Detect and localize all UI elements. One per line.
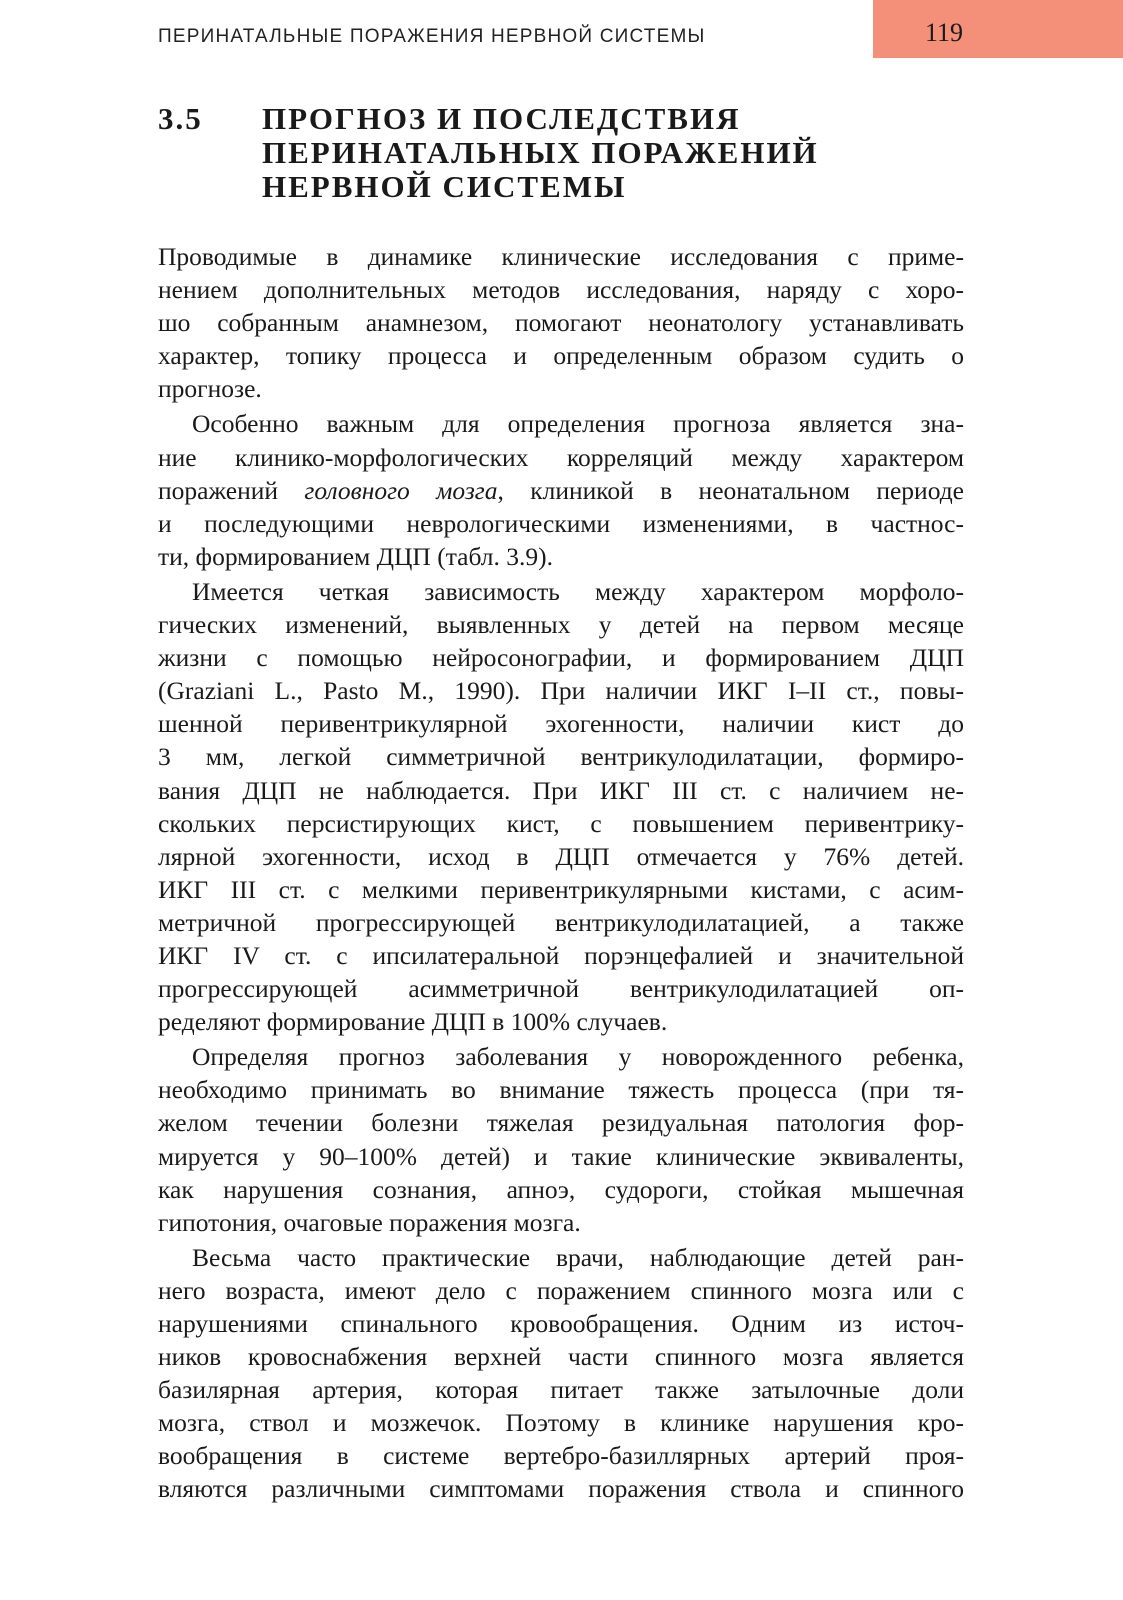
text-line: мозга, ствол и мозжечок. Поэтому в клинике нарушения кро- [158,1408,964,1438]
text-line: ределяют формирование ДЦП в 100% случаев. [158,1007,668,1037]
section-title-line: ПРОГНОЗ И ПОСЛЕДСТВИЯ [262,101,741,136]
text-line: вляются различными симптомами поражения ствола и спинного [158,1474,964,1504]
text-line: мируется у 90–100% детей) и такие клинические эквиваленты, [158,1141,964,1171]
text-line: лярной эхогенности, исход в ДЦП отмечается у 76% детей. [158,841,964,871]
section-heading [158,102,968,204]
text-line: нением дополнительных методов исследования, наряду с хоро- [158,275,964,305]
text-line: вания ДЦП не наблюдается. При ИКГ III ст. с наличием не- [158,775,964,805]
text-line: вообращения в системе вертебро-базиллярных артерий проя- [158,1441,964,1471]
text-line: ти, формированием ДЦП (табл. 3.9). [158,541,554,571]
paragraph-5 [158,1241,964,1506]
text-line: Весьма часто практические врачи, наблюдающие детей ран- [192,1242,964,1272]
body-text [158,240,964,1506]
text-line: прогрессирующей асимметричной вентрикулодилатацией оп- [158,974,964,1004]
text-line: ИКГ IV ст. с ипсилатеральной порэнцефалией и значительной [158,940,964,970]
text-line: метричной прогрессирующей вентрикулодилатацией, а также [158,907,964,937]
text-line: прогнозе. [158,374,262,404]
section-number: 3.5 [158,101,203,136]
page-header [0,0,1123,58]
paragraph-1 [158,240,964,405]
text-line: гипотония, очаговые поражения мозга. [158,1207,581,1237]
text-line: 3 мм, легкой симметричной вентрикулодилатации, формиро- [158,742,964,772]
text-line: как нарушения сознания, апноэ, судороги, стойкая мышечная [158,1174,964,1204]
text-line: Определяя прогноз заболевания у новорожденного ребенка, [192,1042,964,1072]
text-line: него возраста, имеют дело с поражением спинного мозга или с [158,1275,964,1305]
page-number: 119 [925,18,964,47]
text-line: Имеется четкая зависимость между характером морфоло- [192,576,964,606]
text-line: желом течении болезни тяжелая резидуальная патология фор- [158,1108,964,1138]
text-line: шенной перивентрикулярной эхогенности, наличии кист до [158,709,964,739]
section-title-line: НЕРВНОЙ СИСТЕМЫ [262,169,627,204]
text-line: и последующими неврологическими изменениями, в частнос- [158,508,964,538]
text-line: скольких персистирующих кист, с повышением перивентрику- [158,808,964,838]
text-line: ников кровоснабжения верхней части спинного мозга является [158,1342,964,1372]
text-line: нарушениями спинального кровообращения. Одним из источ- [158,1309,964,1338]
paragraph-3 [158,575,964,1038]
text-line: шо собранным анамнезом, помогают неонатологу устанавливать [158,308,964,338]
text-line-with-italic [158,474,964,507]
text-line: Особенно важным для определения прогноза является зна- [192,409,964,439]
paragraph-2 [158,407,964,572]
text-line: ние клинико-морфологических корреляций между характером [158,442,964,472]
text-line: Проводимые в динамике клинические исследования с приме- [158,242,964,271]
text-line: (Graziani L., Pasto M., 1990). При наличии ИКГ I–II ст., повы- [158,676,964,706]
text-line: базилярная артерия, которая питает также затылочные доли [158,1375,964,1405]
page-number-box [873,0,1123,58]
text-line: необходимо принимать во внимание тяжесть процесса (при тя- [158,1075,964,1105]
italic-term: головного мозга [304,475,498,505]
text-segment: , клиникой в неонатальном периоде [497,475,965,505]
paragraph-4 [158,1040,964,1239]
running-title: ПЕРИНАТАЛЬНЫЕ ПОРАЖЕНИЯ НЕРВНОЙ СИСТЕМЫ [158,26,706,47]
text-line: гических изменений, выявленных у детей на первом месяце [158,610,964,640]
text-line: ИКГ III ст. с мелкими перивентрикулярными кистами, с асим- [158,874,964,904]
text-line: характер, топику процесса и определенным образом судить о [158,341,964,371]
text-segment: поражений [158,475,305,505]
text-line: жизни с помощью нейросонографии, и формированием ДЦП [158,643,964,673]
section-title-line: ПЕРИНАТАЛЬНЫХ ПОРАЖЕНИЙ [262,135,819,170]
section-title [262,102,819,204]
